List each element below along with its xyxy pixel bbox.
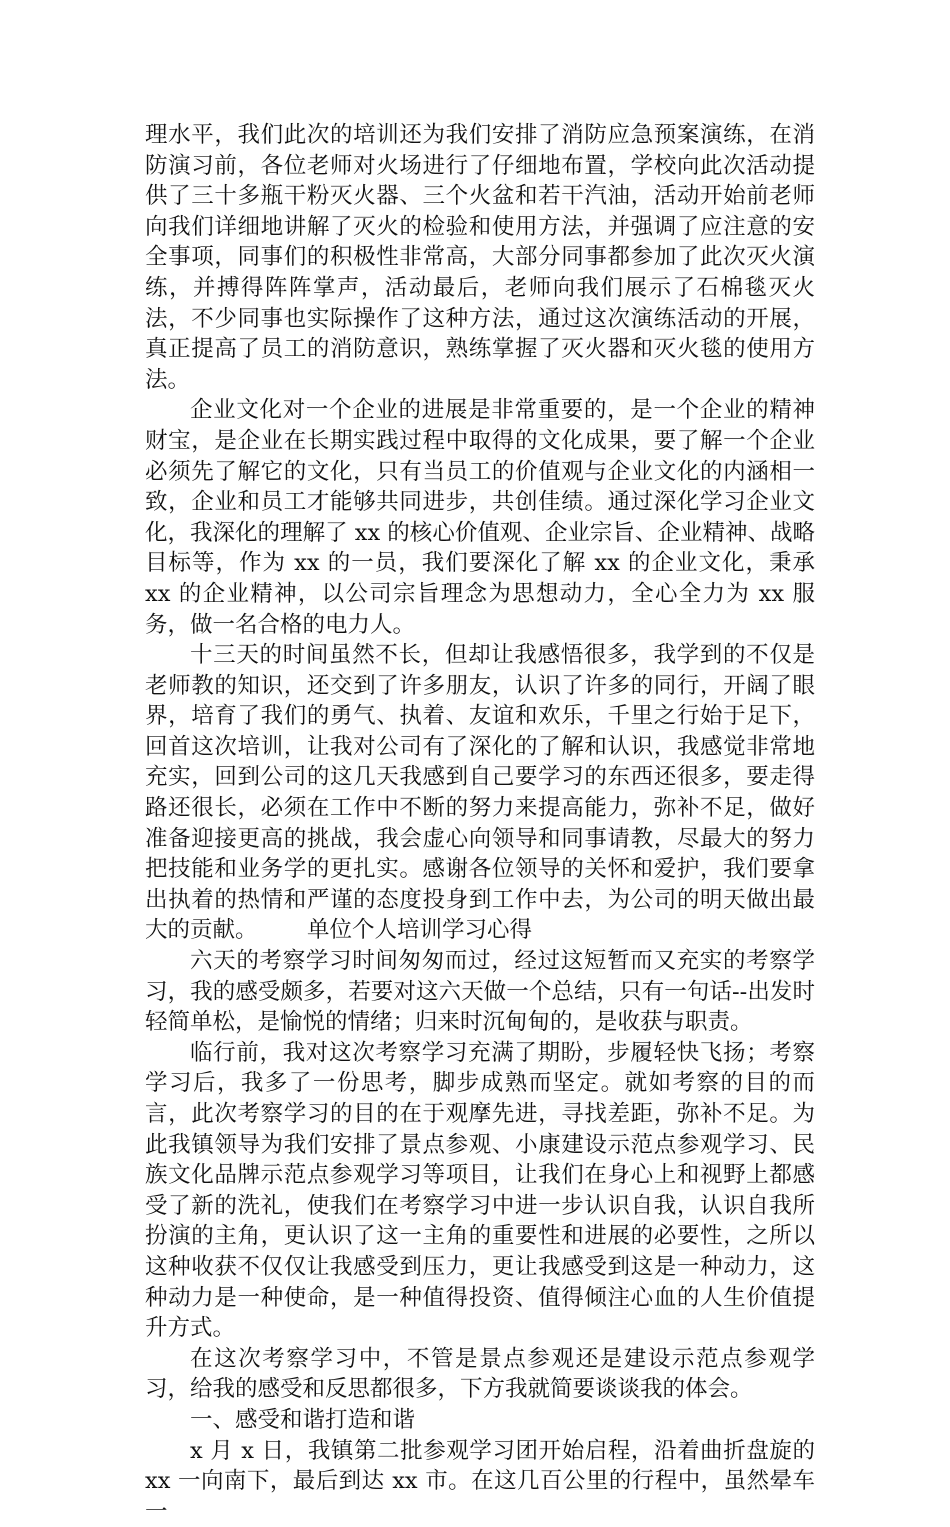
paragraph-fire-drill: 理水平，我们此次的培训还为我们安排了消防应急预案演练，在消防演习前，各位老师对火场进行了仔细地布置，学校向此次活动提供了三十多瓶干粉灭火器、三个火盆和若干汽油，活动开始前老师向我们详细地讲解了灭火的检验和使用方法，并强调了应注意的安全事项，同事们的积极性非常高，大部分同事都参加了此次灭火演练，并搏得阵阵掌声，活动最后，老师向我们展示了石棉毯灭火法，不少同事也实际操作了这种方法，通过这次演练活动的开展，真正提高了员工的消防意识，熟练掌握了灭火器和灭火毯的使用方法。: [145, 122, 815, 393]
section-title: 单位个人培训学习心得: [307, 917, 533, 944]
document-page: [145, 120, 815, 1527]
paragraph-training-summary: [145, 640, 815, 946]
paragraph-corporate-culture: 企业文化对一个企业的进展是非常重要的，是一个企业的精神财宝，是企业在长期实践过程中取得的文化成果，要了解一个企业必须先了解它的文化，只有当员工的价值观与企业文化的内涵相一致，企业和员工才能够共同进步，共创佳绩。通过深化学习企业文化，我深化的理解了 xx 的核心价值观、企业宗旨、企业精神、战略目标等，作为 xx 的一员，我们要深化了解 xx 的企业文化，秉承 xx 的企业精神，以公司宗旨理念为思想动力，全心全力为 xx 服务，做一名合格的电力人。: [145, 397, 815, 638]
training-summary-text: 十三天的时间虽然不长，但却让我感悟很多，我学到的不仅是老师教的知识，还交到了许多朋友，认识了许多的同行，开阔了眼界，培育了我们的勇气、执着、友谊和欢乐，千里之行始于足下，回首这次培训，让我对公司有了深化的了解和认识，我感觉非常地充实，回到公司的这几天我感到自己要学习的东西还很多，要走得路还很长，必须在工作中不断的努力来提高能力，弥补不足，做好准备迎接更高的挑战，我会虚心向领导和同事请教，尽最大的努力把技能和业务学的更扎实。感谢各位领导的关怀和爱护，我们要拿出执着的热情和严谨的态度投身到工作中去，为公司的明天做出最大的贡献。: [145, 642, 815, 944]
paragraph-six-days: 六天的考察学习时间匆匆而过，经过这短暂而又充实的考察学习，我的感受颇多，若要对这六天做一个总结，只有一句话--出发时轻简单松，是愉悦的情绪；归来时沉甸甸的，是收获与职责。: [145, 948, 815, 1036]
paragraph-journey: x 月 x 日，我镇第二批参观学习团开始启程，沿着曲折盘旋的 xx 一向南下，最后到达 xx 市。在这几百公里的行程中，虽然晕车一: [145, 1437, 815, 1525]
paragraph-reflection: 在这次考察学习中，不管是景点参观还是建设示范点参观学习，给我的感受和反思都很多，下方我就简要谈谈我的体会。: [145, 1345, 815, 1403]
heading-harmony: 一、感受和谐打造和谐: [190, 1406, 416, 1433]
paragraph-before-trip: 临行前，我对这次考察学习充满了期盼，步履轻快飞扬；考察学习后，我多了一份思考，脚步成熟而坚定。就如考察的目的而言，此次考察学习的目的在于观摩先进，寻找差距，弥补不足。为此我镇领导为我们安排了景点参观、小康建设示范点参观学习、民族文化品牌示范点参观学习等项目，让我们在身心上和视野上都感受了新的洗礼，使我们在考察学习中进一步认识自我，认识自我所扮演的主角，更认识了这一主角的重要性和进展的必要性，之所以这种收获不仅仅让我感受到压力，更让我感受到这是一种动力，这种动力是一种使命，是一种值得投资、值得倾注心血的人生价值提升方式。: [145, 1039, 815, 1342]
